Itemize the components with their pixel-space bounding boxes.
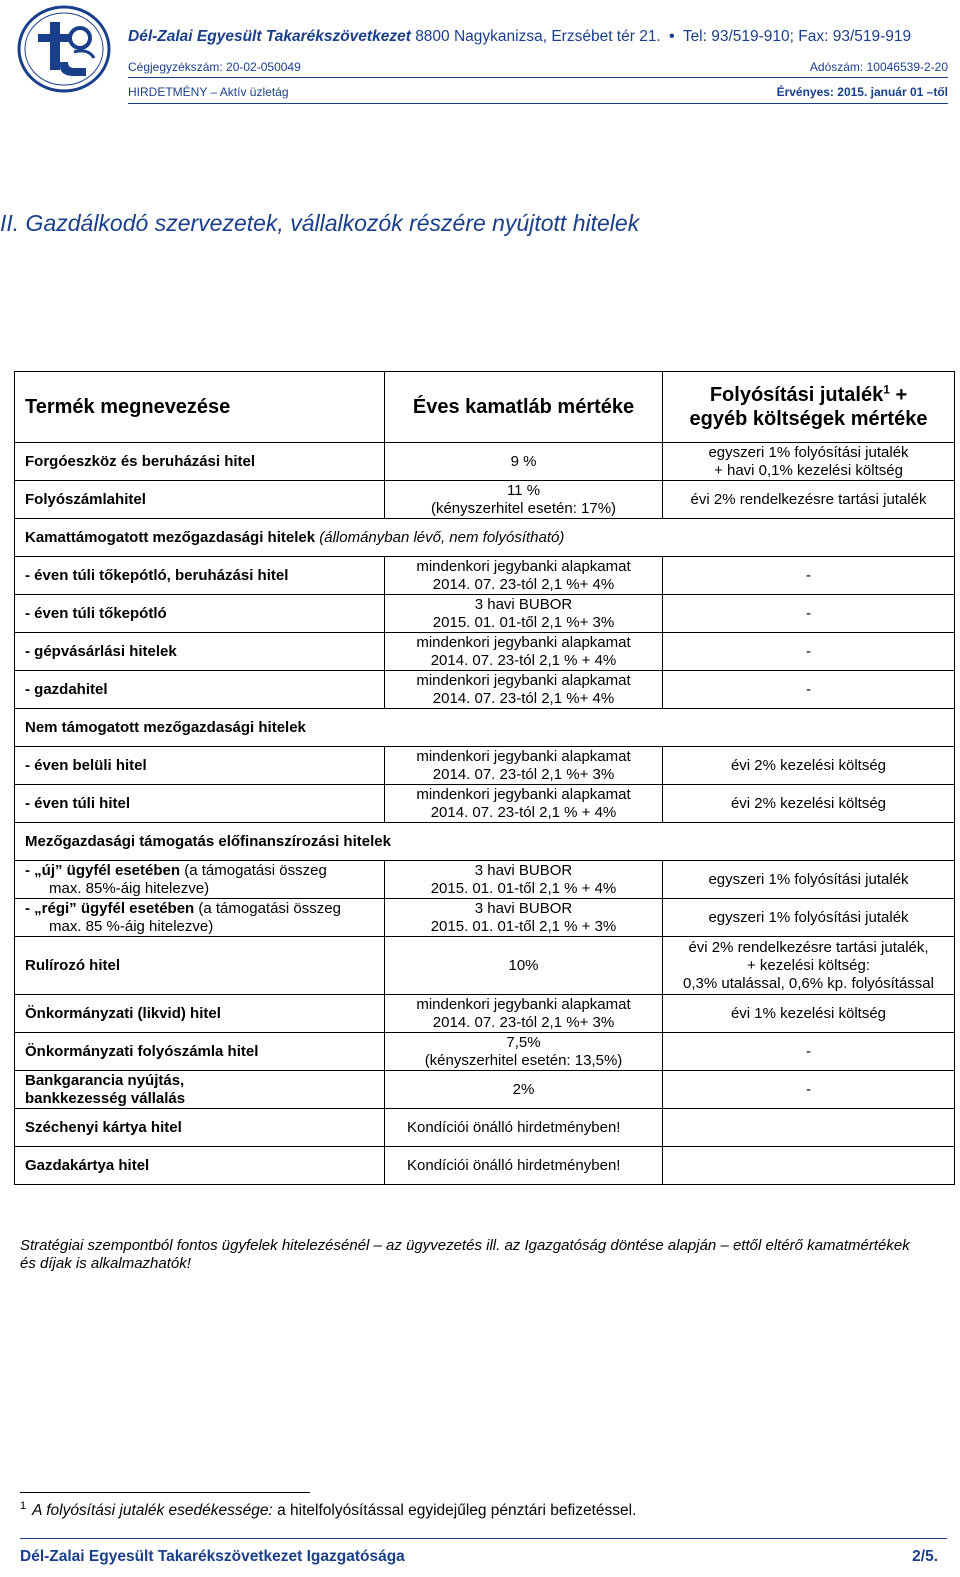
table-row: [15, 899, 955, 937]
header-org-line: [128, 28, 911, 46]
product-cell: - gazdahitel: [15, 671, 385, 709]
table-row: [15, 557, 955, 595]
rate-cell: 11 % (kényszerhitel esetén: 17%): [385, 481, 663, 519]
header-divider: [128, 77, 948, 78]
rate-cell: Kondíciói önálló hirdetményben!: [385, 1147, 663, 1185]
fee-cell: egyszeri 1% folyósítási jutalék + havi 0,1% kezelési költség: [663, 443, 955, 481]
rate-cell: 2%: [385, 1071, 663, 1109]
product-cell: Gazdakártya hitel: [15, 1147, 385, 1185]
product-cell: Folyószámlahitel: [15, 481, 385, 519]
category-cell: Nem támogatott mezőgazdasági hitelek: [15, 709, 955, 747]
fee-cell: évi 2% kezelési költség: [663, 785, 955, 823]
table-row: [15, 937, 955, 995]
table-row: [15, 1147, 955, 1185]
fee-cell: [663, 1109, 955, 1147]
table-row: [15, 443, 955, 481]
footnote-text: a hitelfolyósítással egyidejűleg pénztári befizetéssel.: [272, 1502, 637, 1520]
product-cell: Bankgarancia nyújtás, bankkezesség vállalás: [15, 1071, 385, 1109]
fee-cell: évi 2% kezelési költség: [663, 747, 955, 785]
table-row: [15, 1071, 955, 1109]
header-fee: Folyósítási jutalék$^1$ + egyéb költségek mértéke: [663, 372, 955, 443]
footer-divider: [20, 1538, 947, 1539]
org-phone: Tel: 93/519-910; Fax: 93/519-919: [682, 28, 912, 45]
rate-cell: 9 %: [385, 443, 663, 481]
footnote: [20, 1500, 636, 1520]
fee-cell: -: [663, 595, 955, 633]
product-cell: Rulírozó hitel: [15, 937, 385, 995]
footnote-number: 1: [20, 1500, 27, 1512]
table-row: [15, 481, 955, 519]
tax-number: Adószám: 10046539-2-20: [809, 60, 948, 74]
header-divider-bottom: [128, 103, 948, 104]
rate-cell: 3 havi BUBOR 2015. 01. 01-től 2,1 % + 4%: [385, 861, 663, 899]
category-row: [15, 709, 955, 747]
category-cell: Mezőgazdasági támogatás előfinanszírozási hitelek: [15, 823, 955, 861]
fee-cell: évi 2% rendelkezésre tartási jutalék, + kezelési költség: 0,3% utalással, 0,6% kp. folyósítással: [663, 937, 955, 995]
table-row: [15, 747, 955, 785]
product-cell: - éven belüli hitel: [15, 747, 385, 785]
product-cell: Forgóeszköz és beruházási hitel: [15, 443, 385, 481]
table-row: [15, 1109, 955, 1147]
fee-cell: egyszeri 1% folyósítási jutalék: [663, 861, 955, 899]
fee-cell: -: [663, 633, 955, 671]
product-cell: - „régi” ügyfél esetében (a támogatási összeg max. 85 %-áig hitelezve): [15, 899, 385, 937]
rate-cell: Kondíciói önálló hirdetményben!: [385, 1109, 663, 1147]
rate-cell: 10%: [385, 937, 663, 995]
table-row: [15, 861, 955, 899]
page-footer: [20, 1548, 938, 1566]
header-product: Termék megnevezése: [15, 372, 385, 443]
category-cell: Kamattámogatott mezőgazdasági hitelek (állományban lévő, nem folyósítható): [15, 519, 955, 557]
table-row: [15, 671, 955, 709]
product-cell: Önkormányzati (likvid) hitel: [15, 995, 385, 1033]
section-title: II. Gazdálkodó szervezetek, vállalkozók részére nyújtott hitelek: [0, 210, 640, 236]
product-cell: - „új” ügyfél esetében (a támogatási összeg max. 85%-áig hitelezve): [15, 861, 385, 899]
company-logo: [16, 4, 112, 94]
table-row: [15, 785, 955, 823]
table-row: [15, 1033, 955, 1071]
table-row: [15, 633, 955, 671]
rate-cell: mindenkori jegybanki alapkamat 2014. 07. 23-tól 2,1 %+ 4%: [385, 557, 663, 595]
rate-cell: 7,5% (kényszerhitel esetén: 13,5%): [385, 1033, 663, 1071]
header-registration-row: [128, 60, 948, 74]
fee-cell: -: [663, 1033, 955, 1071]
category-row: [15, 519, 955, 557]
product-cell: Önkormányzati folyószámla hitel: [15, 1033, 385, 1071]
fee-cell: -: [663, 557, 955, 595]
fee-cell: -: [663, 671, 955, 709]
table-header-row: [15, 372, 955, 443]
product-cell: - gépvásárlási hitelek: [15, 633, 385, 671]
rate-cell: mindenkori jegybanki alapkamat 2014. 07. 23-tól 2,1 %+ 4%: [385, 671, 663, 709]
product-cell: - éven túli tőkepótló, beruházási hitel: [15, 557, 385, 595]
rate-cell: mindenkori jegybanki alapkamat 2014. 07. 23-tól 2,1 % + 4%: [385, 633, 663, 671]
table-row: [15, 595, 955, 633]
org-address: 8800 Nagykanizsa, Erzsébet tér 21.: [415, 28, 661, 45]
fee-cell: évi 2% rendelkezésre tartási jutalék: [663, 481, 955, 519]
footer-org: Dél-Zalai Egyesült Takarékszövetkezet Igazgatósága: [20, 1548, 405, 1565]
rate-cell: mindenkori jegybanki alapkamat 2014. 07. 23-tól 2,1 %+ 3%: [385, 747, 663, 785]
footnote-divider: [20, 1492, 310, 1493]
reg-number: Cégjegyzékszám: 20-02-050049: [128, 60, 301, 74]
org-name: Dél-Zalai Egyesült Takarékszövetkezet: [128, 28, 411, 45]
separator-dot: •: [669, 28, 675, 45]
rates-table: [14, 371, 955, 1185]
rate-cell: 3 havi BUBOR 2015. 01. 01-től 2,1 %+ 3%: [385, 595, 663, 633]
rate-cell: mindenkori jegybanki alapkamat 2014. 07. 23-tól 2,1 % + 4%: [385, 785, 663, 823]
table-row: [15, 995, 955, 1033]
fee-cell: évi 1% kezelési költség: [663, 995, 955, 1033]
header-notice-row: [128, 85, 948, 99]
fee-cell: egyszeri 1% folyósítási jutalék: [663, 899, 955, 937]
footnote-label: A folyósítási jutalék esedékessége:: [32, 1502, 273, 1520]
page-number: 2/5.: [912, 1548, 938, 1565]
rate-cell: 3 havi BUBOR 2015. 01. 01-től 2,1 % + 3%: [385, 899, 663, 937]
product-cell: - éven túli tőkepótló: [15, 595, 385, 633]
fee-cell: [663, 1147, 955, 1185]
product-cell: - éven túli hitel: [15, 785, 385, 823]
category-row: [15, 823, 955, 861]
valid-label: Érvényes: 2015. január 01 –től: [776, 85, 948, 99]
header-rate: Éves kamatláb mértéke: [385, 372, 663, 443]
fee-cell: -: [663, 1071, 955, 1109]
strategic-note: Stratégiai szempontból fontos ügyfelek hitelezésénél – az ügyvezetés ill. az Igazgatóság döntése alapján – ettől eltérő kamatmértékek és díjak is alkalmazhatók!: [20, 1237, 910, 1272]
rate-cell: mindenkori jegybanki alapkamat 2014. 07. 23-tól 2,1 %+ 3%: [385, 995, 663, 1033]
product-cell: Széchenyi kártya hitel: [15, 1109, 385, 1147]
notice-label: HIRDETMÉNY – Aktív üzletág: [128, 85, 289, 99]
